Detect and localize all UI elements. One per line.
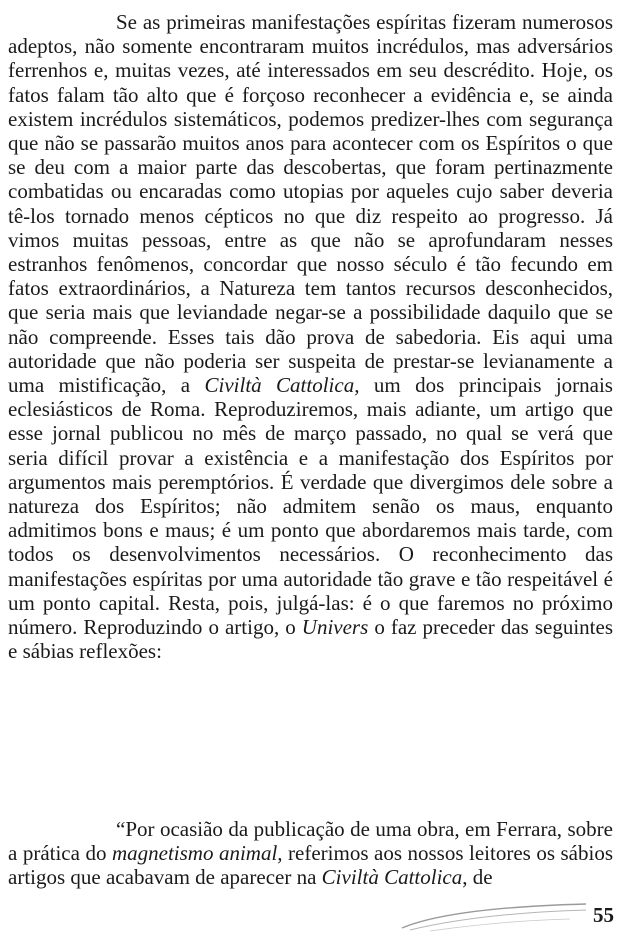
paragraph-2-segment-1: “Por ocasião da publicação de uma obra, em Ferrara, sobre a prática do <box>8 817 613 866</box>
page-footer <box>0 898 622 934</box>
publication-title-univers: Univers <box>301 615 369 640</box>
paragraph-2-segment-5: , de <box>462 865 493 890</box>
swoosh-ornament-icon <box>400 898 590 932</box>
paragraph-1-segment-3: um dos principais jornais eclesiásticos de Roma. Reproduziremos, mais adiante, um artigo que esse jornal publicou no mês de março passado, no qual se verá que seria difícil provar a existência e a manifestação dos Espíritos por argumentos mais peremptórios. É verdade que divergimos dele sobre a natureza dos Espíritos; não admitem senão os maus, enquanto admitimos bons e maus; é um ponto que abordaremos mais tarde, com todos os desenvolvimentos necessários. O reconhecimento das manifestações espíritas por uma autoridade tão grave e tão respeitável é um ponto capital. Resta, pois, julgá-las: é o que faremos no próximo número. Reproduzindo o artigo, o <box>8 373 613 640</box>
paragraph-1 <box>8 10 613 663</box>
paragraph-1-segment-5: o faz preceder das seguintes e sábias reflexões: <box>8 615 613 664</box>
paragraph-1-segment-1: Se as primeiras manifestações espíritas fizeram numerosos adeptos, não somente encontraram muitos incrédulos, mas adversários ferrenhos e, muitas vezes, até interessados em seu descrédito. Hoje, os fatos falam tão alto que é forçoso reconhecer a evidência e, se ainda existem incrédulos sistemáticos, podemos predizer-lhes com segurança que não se passarão muitos anos para acontecer com os Espíritos o que se deu com a maior parte das descobertas, que foram pertinazmente combatidas ou encaradas como utopias por aqueles cujo saber deveria tê-los tornado menos cépticos no que diz respeito ao progresso. Já vimos muitas pessoas, entre as que não se aprofundaram nesses estranhos fenômenos, concordar que nosso século é tão fecundo em fatos extraordinários, a Natureza tem tantos recursos desconhecidos, que seria mais que leviandade negar-se a possibilidade daquilo que se não compreende. Esses tais dão prova de sabedoria. Eis aqui uma autoridade que não poderia ser suspeita de prestar-se levianamente a uma mistificação, a <box>8 10 613 398</box>
paragraph-2 <box>8 817 613 890</box>
publication-title-civilta-cattolica: Civiltà Cattolica, <box>204 373 360 398</box>
page-number: 55 <box>593 903 614 927</box>
publication-title-civilta-cattolica-2: Civiltà Cattolica <box>321 865 463 890</box>
term-magnetismo-animal: magnetismo animal, <box>111 841 283 866</box>
paragraph-2-segment-3: referimos aos nossos leitores os sábios artigos que acabavam de aparecer na <box>8 841 613 890</box>
